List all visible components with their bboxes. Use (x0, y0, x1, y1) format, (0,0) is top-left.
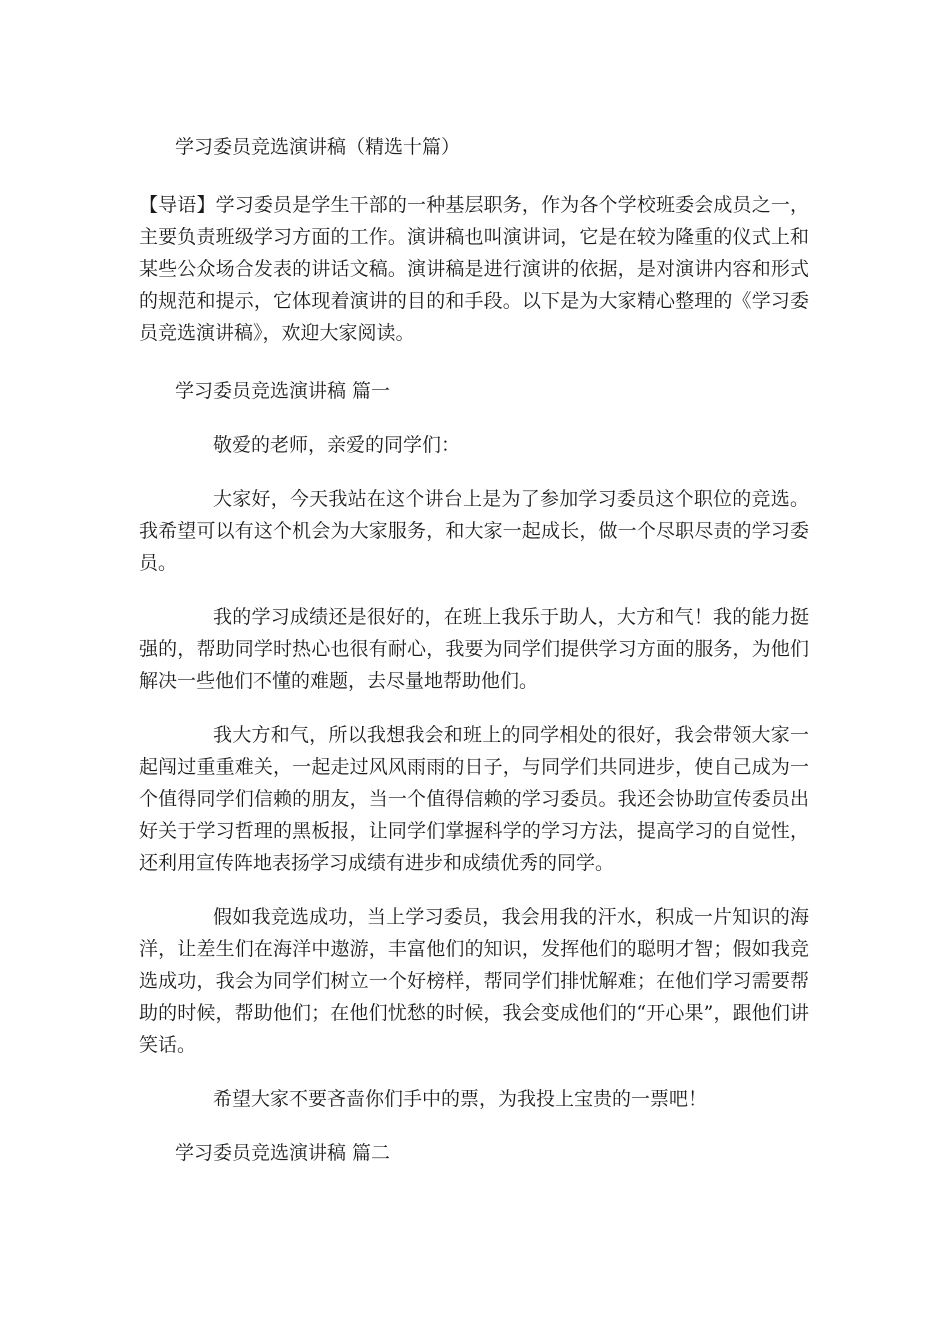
section-title-1: 学习委员竞选演讲稿 篇一 (175, 380, 391, 402)
section-title-2: 学习委员竞选演讲稿 篇二 (175, 1142, 391, 1164)
greeting: 敬爱的老师，亲爱的同学们： (213, 434, 461, 456)
intro-paragraph: 【导语】学习委员是学生干部的一种基层职务，作为各个学校班委会成员之一，主要负责班级学习方面的工作。演讲稿也叫演讲词，它是在较为隆重的仪式上和某些公众场合发表的讲话文稿。演讲稿是进行演讲的依据，是对演讲内容和形式的规范和提示，它体现着演讲的目的和手段。以下是为大家精心整理的《学习委员竞选演讲稿》，欢迎大家阅读。 (139, 194, 809, 344)
body-paragraph: 大家好，今天我站在这个讲台上是为了参加学习委员这个职位的竞选。我希望可以有这个机会为大家服务，和大家一起成长，做一个尽职尽责的学习委员。 (139, 488, 809, 574)
document-title: 学习委员竞选演讲稿（精选十篇） (175, 136, 461, 158)
body-paragraph: 我大方和气，所以我想我会和班上的同学相处的很好，我会带领大家一起闯过重重难关，一起走过风风雨雨的日子，与同学们共同进步，使自己成为一个值得同学们信赖的朋友，当一个值得信赖的学习委员。我还会协助宣传委员出好关于学习哲理的黑板报，让同学们掌握科学的学习方法，提高学习的自觉性，还利用宣传阵地表扬学习成绩有进步和成绩优秀的同学。 (139, 724, 809, 874)
document-body (139, 131, 809, 1191)
body-paragraph: 希望大家不要吝啬你们手中的票，为我投上宝贵的一票吧！ (213, 1088, 708, 1110)
body-paragraph: 我的学习成绩还是很好的，在班上我乐于助人，大方和气！我的能力挺强的，帮助同学时热心也很有耐心，我要为同学们提供学习方面的服务，为他们解决一些他们不懂的难题，去尽量地帮助他们。 (139, 606, 809, 692)
body-paragraph: 假如我竞选成功，当上学习委员，我会用我的汗水，积成一片知识的海洋，让差生们在海洋中遨游，丰富他们的知识，发挥他们的聪明才智；假如我竞选成功，我会为同学们树立一个好榜样，帮同学们排忧解难；在他们学习需要帮助的时候，帮助他们；在他们忧愁的时候，我会变成他们的“开心果”，跟他们讲笑话。 (139, 906, 809, 1056)
